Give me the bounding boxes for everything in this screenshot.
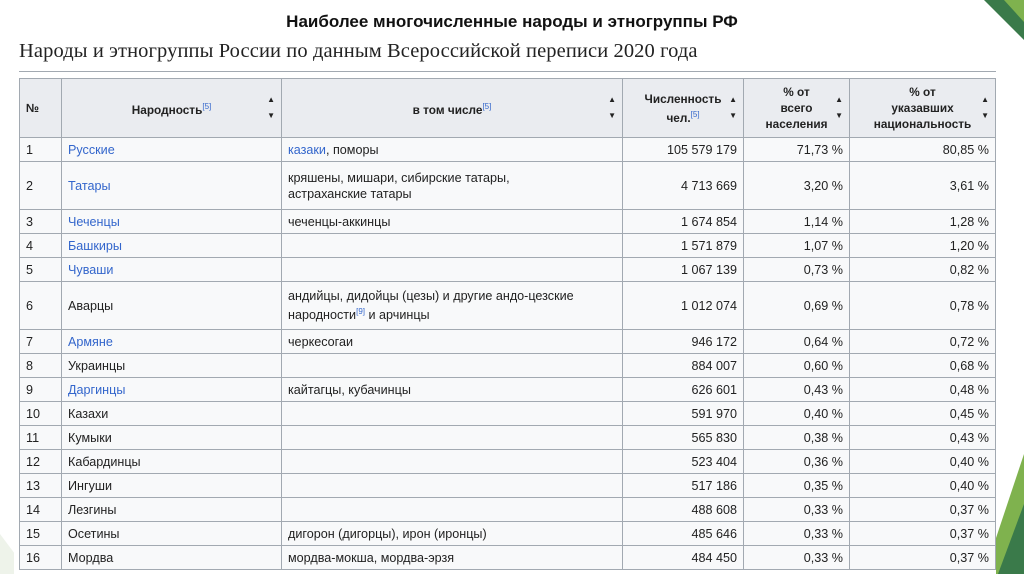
including-cell: дигорон (дигорцы), ирон (иронцы) — [282, 522, 623, 546]
people-cell: Ингуши — [62, 474, 282, 498]
table-row — [20, 210, 996, 234]
percent-specified-cell: 80,85 % — [850, 138, 996, 162]
count-cell: 484 450 — [623, 546, 744, 570]
slide-title: Наиболее многочисленные народы и этногруппы РФ — [286, 12, 738, 31]
table-row — [20, 546, 996, 570]
people-link[interactable]: Татары — [62, 162, 282, 210]
row-number: 7 — [20, 330, 62, 354]
header-including[interactable]: в том числе[5] ▲ ▼ — [282, 79, 623, 138]
table-row — [20, 330, 996, 354]
percent-specified-cell: 1,28 % — [850, 210, 996, 234]
table-row — [20, 402, 996, 426]
count-cell: 517 186 — [623, 474, 744, 498]
table-row — [20, 282, 996, 330]
including-cell: казаки, поморы — [282, 138, 623, 162]
table-row — [20, 234, 996, 258]
including-cell: чеченцы-аккинцы — [282, 210, 623, 234]
row-number: 10 — [20, 402, 62, 426]
header-percent-total[interactable]: % от всего населения ▲ ▼ — [744, 79, 850, 138]
count-cell: 105 579 179 — [623, 138, 744, 162]
percent-specified-cell: 0,72 % — [850, 330, 996, 354]
including-cell — [282, 402, 623, 426]
population-table — [19, 78, 996, 570]
percent-total-cell: 0,33 % — [744, 522, 850, 546]
row-number: 16 — [20, 546, 62, 570]
row-number: 1 — [20, 138, 62, 162]
sort-arrows-icon[interactable]: ▲ ▼ — [608, 95, 616, 120]
count-cell: 626 601 — [623, 378, 744, 402]
including-cell — [282, 450, 623, 474]
percent-specified-cell: 0,40 % — [850, 474, 996, 498]
document-heading: Народы и этногруппы России по данным Всероссийской переписи 2020 года — [19, 40, 698, 62]
table-row — [20, 354, 996, 378]
percent-specified-cell: 0,45 % — [850, 402, 996, 426]
count-cell: 1 571 879 — [623, 234, 744, 258]
row-number: 6 — [20, 282, 62, 330]
row-number: 4 — [20, 234, 62, 258]
percent-total-cell: 0,69 % — [744, 282, 850, 330]
people-link[interactable]: Даргинцы — [62, 378, 282, 402]
table-row — [20, 450, 996, 474]
count-cell: 565 830 — [623, 426, 744, 450]
count-cell: 1 012 074 — [623, 282, 744, 330]
people-link[interactable]: Русские — [62, 138, 282, 162]
count-cell: 946 172 — [623, 330, 744, 354]
percent-total-cell: 0,73 % — [744, 258, 850, 282]
percent-total-cell: 71,73 % — [744, 138, 850, 162]
including-cell: андийцы, дидойцы (цезы) и другие андо-цезские народности[9] и арчинцы — [282, 282, 623, 330]
percent-total-cell: 1,07 % — [744, 234, 850, 258]
table-row — [20, 474, 996, 498]
people-cell: Казахи — [62, 402, 282, 426]
percent-specified-cell: 0,40 % — [850, 450, 996, 474]
people-link[interactable]: Башкиры — [62, 234, 282, 258]
row-number: 12 — [20, 450, 62, 474]
reference-link[interactable]: [5] — [690, 109, 700, 119]
row-number: 5 — [20, 258, 62, 282]
percent-total-cell: 0,38 % — [744, 426, 850, 450]
row-number: 11 — [20, 426, 62, 450]
row-number: 8 — [20, 354, 62, 378]
percent-total-cell: 0,43 % — [744, 378, 850, 402]
including-cell — [282, 354, 623, 378]
count-cell: 523 404 — [623, 450, 744, 474]
table-row — [20, 522, 996, 546]
including-cell — [282, 474, 623, 498]
percent-specified-cell: 0,82 % — [850, 258, 996, 282]
row-number: 2 — [20, 162, 62, 210]
heading-divider — [19, 71, 996, 72]
row-number: 13 — [20, 474, 62, 498]
header-people[interactable]: Народность[5] ▲ ▼ — [62, 79, 282, 138]
reference-link[interactable]: [9] — [356, 306, 366, 316]
sort-arrows-icon[interactable]: ▲ ▼ — [267, 95, 275, 120]
including-cell: кайтагцы, кубачинцы — [282, 378, 623, 402]
count-cell: 488 608 — [623, 498, 744, 522]
people-link[interactable]: Чуваши — [62, 258, 282, 282]
percent-total-cell: 0,60 % — [744, 354, 850, 378]
reference-link[interactable]: [5] — [202, 101, 212, 111]
header-count[interactable]: Численность чел.[5] ▲ ▼ — [623, 79, 744, 138]
count-cell: 884 007 — [623, 354, 744, 378]
count-cell: 591 970 — [623, 402, 744, 426]
row-number: 15 — [20, 522, 62, 546]
table-row — [20, 498, 996, 522]
including-cell: кряшены, мишари, сибирские татары, астраханские татары — [282, 162, 623, 210]
header-number[interactable]: № — [20, 79, 62, 138]
sort-arrows-icon[interactable]: ▲ ▼ — [729, 95, 737, 120]
document-screenshot — [14, 40, 996, 574]
count-cell: 485 646 — [623, 522, 744, 546]
row-number: 14 — [20, 498, 62, 522]
reference-link[interactable]: [5] — [482, 101, 492, 111]
percent-specified-cell: 0,37 % — [850, 498, 996, 522]
percent-specified-cell: 3,61 % — [850, 162, 996, 210]
table-row — [20, 138, 996, 162]
people-cell: Лезгины — [62, 498, 282, 522]
row-number: 3 — [20, 210, 62, 234]
table-row — [20, 426, 996, 450]
percent-specified-cell: 0,68 % — [850, 354, 996, 378]
percent-specified-cell: 1,20 % — [850, 234, 996, 258]
people-cell: Кабардинцы — [62, 450, 282, 474]
percent-total-cell: 0,33 % — [744, 498, 850, 522]
people-cell: Украинцы — [62, 354, 282, 378]
table-header-row — [20, 79, 996, 138]
percent-total-cell: 0,33 % — [744, 546, 850, 570]
percent-specified-cell: 0,48 % — [850, 378, 996, 402]
percent-specified-cell: 0,37 % — [850, 522, 996, 546]
including-cell — [282, 258, 623, 282]
including-cell — [282, 498, 623, 522]
including-cell: черкесогаи — [282, 330, 623, 354]
percent-specified-cell: 0,43 % — [850, 426, 996, 450]
percent-total-cell: 0,40 % — [744, 402, 850, 426]
row-number: 9 — [20, 378, 62, 402]
including-cell — [282, 234, 623, 258]
count-cell: 4 713 669 — [623, 162, 744, 210]
sort-arrows-icon[interactable]: ▲ ▼ — [981, 95, 989, 120]
people-cell: Мордва — [62, 546, 282, 570]
count-cell: 1 067 139 — [623, 258, 744, 282]
people-cell: Аварцы — [62, 282, 282, 330]
table-row — [20, 378, 996, 402]
percent-specified-cell: 0,78 % — [850, 282, 996, 330]
people-cell: Кумыки — [62, 426, 282, 450]
percent-total-cell: 0,35 % — [744, 474, 850, 498]
including-cell: мордва-мокша, мордва-эрзя — [282, 546, 623, 570]
people-link[interactable]: Армяне — [62, 330, 282, 354]
count-cell: 1 674 854 — [623, 210, 744, 234]
people-link[interactable]: Чеченцы — [62, 210, 282, 234]
percent-total-cell: 0,64 % — [744, 330, 850, 354]
table-row — [20, 258, 996, 282]
table-row — [20, 162, 996, 210]
subgroup-link[interactable]: казаки — [288, 142, 326, 157]
including-cell — [282, 426, 623, 450]
percent-total-cell: 0,36 % — [744, 450, 850, 474]
sort-arrows-icon[interactable]: ▲ ▼ — [835, 95, 843, 120]
percent-total-cell: 3,20 % — [744, 162, 850, 210]
header-percent-specified[interactable]: % от указавших национальность ▲ ▼ — [850, 79, 996, 138]
percent-total-cell: 1,14 % — [744, 210, 850, 234]
people-cell: Осетины — [62, 522, 282, 546]
percent-specified-cell: 0,37 % — [850, 546, 996, 570]
